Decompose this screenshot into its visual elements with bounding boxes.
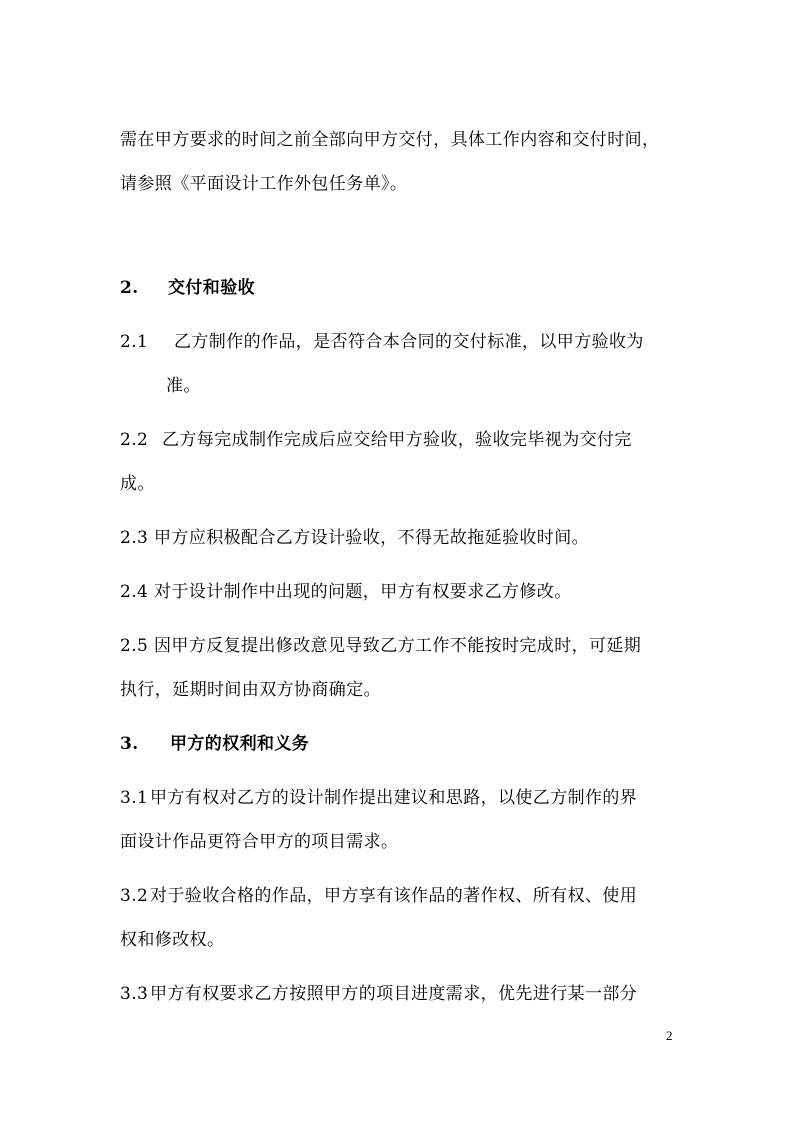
clause-3-2-text: 对于验收合格的作品，甲方享有该作品的著作权、所有权、使用 [150, 886, 638, 906]
clause-2-3 [120, 526, 675, 550]
clause-2-5-text: 因甲方反复提出修改意见导致乙方工作不能按时完成时，可延期 [154, 636, 642, 656]
clause-2-2-line-2: 成。 [120, 474, 155, 494]
clause-3-2-line-2: 权和修改权。 [120, 930, 225, 950]
clause-3-2-line-1 [120, 884, 675, 908]
intro-line-2: 请参照《平面设计工作外包任务单》。 [120, 174, 408, 194]
clause-3-3-text: 甲方有权要求乙方按照甲方的项目进度需求，优先进行某一部分 [150, 984, 638, 1004]
clause-2-5-number: 2.5 [120, 636, 149, 656]
clause-2-1-line-2: 准。 [166, 376, 201, 396]
clause-2-2-text: 乙方每完成制作完成后应交给甲方验收，验收完毕视为交付完 [162, 430, 632, 450]
clause-3-1-line-2: 面设计作品更符合甲方的项目需求。 [120, 832, 399, 852]
clause-3-1-text: 甲方有权对乙方的设计制作提出建议和思路，以使乙方制作的界 [150, 788, 638, 808]
clause-2-4 [120, 580, 675, 604]
section-2-number: 2. [120, 278, 139, 298]
intro-line-1: 需在甲方要求的时间之前全部向甲方交付，具体工作内容和交付时间， [120, 130, 660, 150]
clause-2-3-number: 2.3 [120, 528, 149, 548]
clause-3-1-number: 3.1 [120, 788, 149, 808]
clause-2-3-text: 甲方应积极配合乙方设计验收，不得无故拖延验收时间。 [154, 528, 589, 548]
clause-2-1-number: 2.1 [120, 332, 149, 352]
clause-2-2-number: 2.2 [120, 430, 149, 450]
page-number: 2 [666, 1028, 673, 1043]
clause-2-2-line-1 [120, 428, 675, 452]
clause-3-2-number: 3.2 [120, 886, 149, 906]
clause-2-4-text: 对于设计制作中出现的问题，甲方有权要求乙方修改。 [154, 582, 572, 602]
section-3-number: 3. [120, 734, 139, 754]
section-2-heading [120, 276, 675, 300]
clause-2-1-text: 乙方制作的作品，是否符合本合同的交付标准，以甲方验收为 [174, 332, 644, 352]
section-2-title: 交付和验收 [168, 278, 255, 298]
clause-3-3-number: 3.3 [120, 984, 149, 1004]
section-3-title: 甲方的权利和义务 [170, 734, 310, 754]
clause-2-4-number: 2.4 [120, 582, 149, 602]
clause-2-5-line-2: 执行，延期时间由双方协商确定。 [120, 680, 381, 700]
section-3-heading [120, 732, 675, 756]
clause-2-1-line-1 [120, 330, 675, 354]
clause-2-5-line-1 [120, 634, 675, 658]
clause-3-3-line-1 [120, 982, 675, 1006]
clause-3-1-line-1 [120, 786, 675, 810]
